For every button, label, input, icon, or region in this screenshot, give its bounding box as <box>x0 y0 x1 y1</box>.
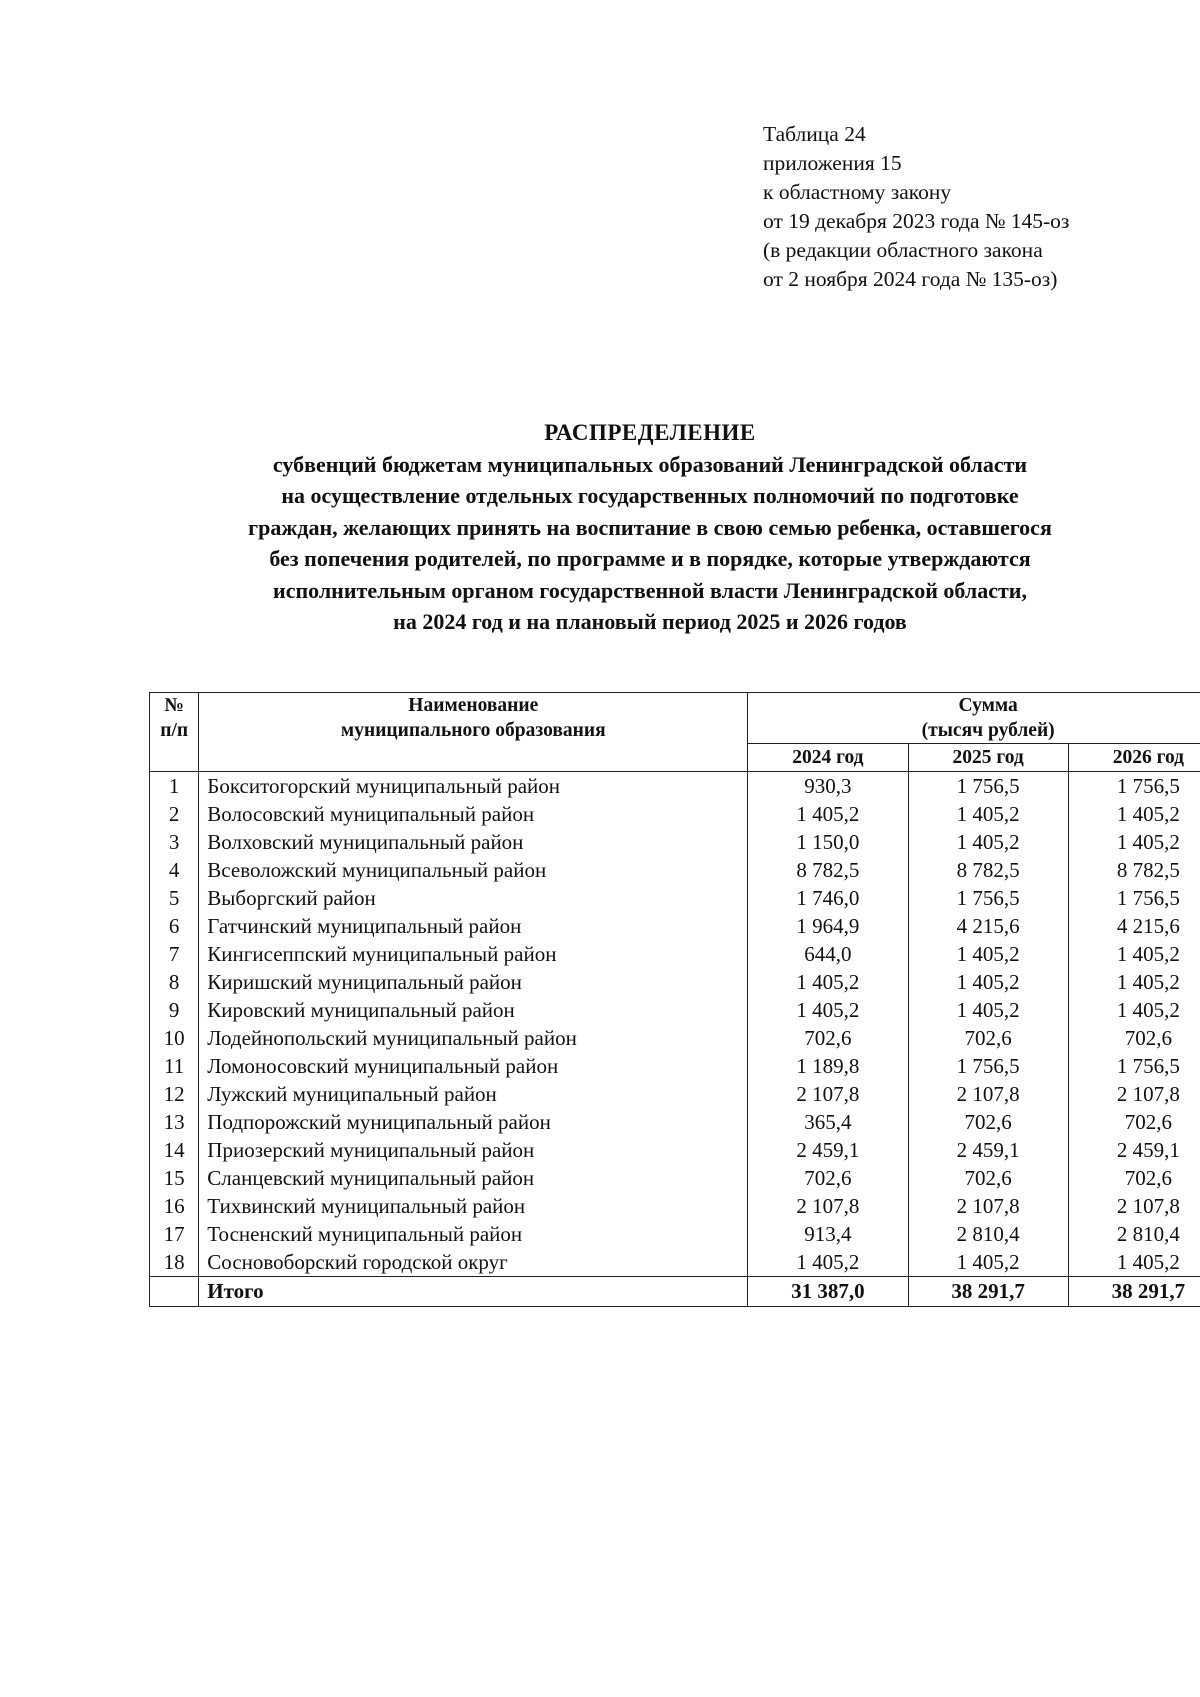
total-number-cell <box>150 1277 199 1307</box>
table-row <box>150 884 1200 912</box>
municipality-name: Лодейнопольский муниципальный район <box>199 1024 748 1052</box>
row-number: 3 <box>150 828 199 856</box>
annex-line: к областному закону <box>763 180 952 204</box>
amount-2025: 1 405,2 <box>908 1248 1068 1277</box>
title-line: без попечения родителей, по программе и в порядке, которые утверждаются <box>269 546 1031 571</box>
header-number-line: № <box>164 695 184 716</box>
municipality-name: Сланцевский муниципальный район <box>199 1164 748 1192</box>
total-label: Итого <box>199 1277 748 1307</box>
amount-2026: 702,6 <box>1068 1164 1200 1192</box>
header-year-2024: 2024 год <box>748 744 908 772</box>
annex-line: (в редакции областного закона <box>763 238 1043 262</box>
amount-2024: 702,6 <box>748 1164 908 1192</box>
amount-2025: 1 405,2 <box>908 828 1068 856</box>
table-row <box>150 856 1200 884</box>
row-number: 1 <box>150 772 199 801</box>
annex-line: от 2 ноября 2024 года № 135-оз) <box>763 267 1058 291</box>
amount-2024: 2 107,8 <box>748 1192 908 1220</box>
amount-2024: 930,3 <box>748 772 908 801</box>
municipality-name: Тосненский муниципальный район <box>199 1220 748 1248</box>
municipality-name: Приозерский муниципальный район <box>199 1136 748 1164</box>
row-number: 7 <box>150 940 199 968</box>
municipality-name: Подпорожский муниципальный район <box>199 1108 748 1136</box>
header-year-2025: 2025 год <box>908 744 1068 772</box>
table-row <box>150 1080 1200 1108</box>
amount-2026: 1 405,2 <box>1068 1248 1200 1277</box>
municipality-name: Лужский муниципальный район <box>199 1080 748 1108</box>
row-number: 2 <box>150 800 199 828</box>
row-number: 17 <box>150 1220 199 1248</box>
header-sum-line: Сумма <box>958 695 1018 716</box>
header-sum-line: (тысяч рублей) <box>921 720 1055 741</box>
amount-2026: 1 405,2 <box>1068 940 1200 968</box>
header-municipality-line: Наименование <box>408 695 539 716</box>
row-number: 11 <box>150 1052 199 1080</box>
amount-2025: 2 459,1 <box>908 1136 1068 1164</box>
distribution-table <box>149 692 1200 1307</box>
amount-2025: 702,6 <box>908 1024 1068 1052</box>
document-title <box>150 417 1150 638</box>
table-row <box>150 828 1200 856</box>
table-row <box>150 996 1200 1024</box>
amount-2026: 2 107,8 <box>1068 1192 1200 1220</box>
amount-2024: 1 405,2 <box>748 800 908 828</box>
table-body <box>150 772 1200 1307</box>
header-sum <box>748 693 1200 744</box>
header-municipality <box>199 693 748 772</box>
row-number: 6 <box>150 912 199 940</box>
row-number: 13 <box>150 1108 199 1136</box>
row-number: 9 <box>150 996 199 1024</box>
amount-2025: 702,6 <box>908 1164 1068 1192</box>
annex-line: от 19 декабря 2023 года № 145-оз <box>763 209 1070 233</box>
amount-2026: 702,6 <box>1068 1108 1200 1136</box>
municipality-name: Выборгский район <box>199 884 748 912</box>
amount-2025: 702,6 <box>908 1108 1068 1136</box>
amount-2026: 1 756,5 <box>1068 1052 1200 1080</box>
amount-2025: 1 405,2 <box>908 940 1068 968</box>
amount-2025: 1 756,5 <box>908 884 1068 912</box>
municipality-name: Всеволожский муниципальный район <box>199 856 748 884</box>
amount-2024: 1 405,2 <box>748 968 908 996</box>
amount-2024: 644,0 <box>748 940 908 968</box>
amount-2024: 1 405,2 <box>748 1248 908 1277</box>
row-number: 16 <box>150 1192 199 1220</box>
amount-2025: 1 405,2 <box>908 996 1068 1024</box>
table-row <box>150 1220 1200 1248</box>
amount-2024: 2 459,1 <box>748 1136 908 1164</box>
table-row <box>150 912 1200 940</box>
amount-2026: 2 810,4 <box>1068 1220 1200 1248</box>
municipality-name: Киришский муниципальный район <box>199 968 748 996</box>
amount-2026: 702,6 <box>1068 1024 1200 1052</box>
header-municipality-line: муниципального образования <box>340 720 606 741</box>
total-2026: 38 291,7 <box>1068 1277 1200 1307</box>
municipality-name: Бокситогорский муниципальный район <box>199 772 748 801</box>
row-number: 8 <box>150 968 199 996</box>
table-row <box>150 800 1200 828</box>
amount-2025: 2 810,4 <box>908 1220 1068 1248</box>
municipality-name: Гатчинский муниципальный район <box>199 912 748 940</box>
header-number <box>150 693 199 772</box>
row-number: 12 <box>150 1080 199 1108</box>
table-row <box>150 1024 1200 1052</box>
amount-2025: 1 756,5 <box>908 772 1068 801</box>
amount-2026: 1 756,5 <box>1068 772 1200 801</box>
amount-2025: 1 405,2 <box>908 968 1068 996</box>
header-number-line: п/п <box>160 720 189 741</box>
amount-2026: 1 405,2 <box>1068 968 1200 996</box>
table-row <box>150 968 1200 996</box>
municipality-name: Волховский муниципальный район <box>199 828 748 856</box>
amount-2025: 4 215,6 <box>908 912 1068 940</box>
row-number: 5 <box>150 884 199 912</box>
title-line: исполнительным органом государственной власти Ленинградской области, <box>273 577 1027 603</box>
annex-line: приложения 15 <box>763 151 902 175</box>
annex-reference <box>763 120 1069 294</box>
table-row <box>150 1192 1200 1220</box>
amount-2026: 1 405,2 <box>1068 996 1200 1024</box>
table-row <box>150 940 1200 968</box>
row-number: 15 <box>150 1164 199 1192</box>
title-line: субвенций бюджетам муниципальных образований Ленинградской области <box>272 451 1028 477</box>
amount-2024: 8 782,5 <box>748 856 908 884</box>
municipality-name: Ломоносовский муниципальный район <box>199 1052 748 1080</box>
amount-2026: 1 405,2 <box>1068 800 1200 828</box>
amount-2025: 1 405,2 <box>908 800 1068 828</box>
amount-2026: 1 756,5 <box>1068 884 1200 912</box>
amount-2024: 365,4 <box>748 1108 908 1136</box>
amount-2025: 2 107,8 <box>908 1192 1068 1220</box>
amount-2024: 1 150,0 <box>748 828 908 856</box>
amount-2026: 1 405,2 <box>1068 828 1200 856</box>
amount-2025: 8 782,5 <box>908 856 1068 884</box>
amount-2026: 8 782,5 <box>1068 856 1200 884</box>
title-line: на осуществление отдельных государственных полномочий по подготовке <box>281 483 1019 508</box>
amount-2024: 1 405,2 <box>748 996 908 1024</box>
amount-2024: 702,6 <box>748 1024 908 1052</box>
header-year-2026: 2026 год <box>1068 744 1200 772</box>
amount-2024: 1 746,0 <box>748 884 908 912</box>
row-number: 18 <box>150 1248 199 1277</box>
table-row <box>150 1136 1200 1164</box>
municipality-name: Тихвинский муниципальный район <box>199 1192 748 1220</box>
total-2024: 31 387,0 <box>748 1277 908 1307</box>
municipality-name: Кировский муниципальный район <box>199 996 748 1024</box>
annex-line: Таблица 24 <box>763 122 866 146</box>
total-2025: 38 291,7 <box>908 1277 1068 1307</box>
total-row <box>150 1277 1200 1307</box>
table-row <box>150 1248 1200 1277</box>
row-number: 4 <box>150 856 199 884</box>
table-row <box>150 1108 1200 1136</box>
table-row <box>150 1164 1200 1192</box>
amount-2026: 2 459,1 <box>1068 1136 1200 1164</box>
amount-2025: 1 756,5 <box>908 1052 1068 1080</box>
title-heading: РАСПРЕДЕЛЕНИЕ <box>544 420 756 445</box>
amount-2024: 1 964,9 <box>748 912 908 940</box>
amount-2024: 913,4 <box>748 1220 908 1248</box>
table-row <box>150 772 1200 801</box>
row-number: 14 <box>150 1136 199 1164</box>
amount-2024: 1 189,8 <box>748 1052 908 1080</box>
amount-2024: 2 107,8 <box>748 1080 908 1108</box>
municipality-name: Волосовский муниципальный район <box>199 800 748 828</box>
row-number: 10 <box>150 1024 199 1052</box>
amount-2026: 2 107,8 <box>1068 1080 1200 1108</box>
title-line: граждан, желающих принять на воспитание в свою семью ребенка, оставшегося <box>248 514 1052 540</box>
municipality-name: Кингисеппский муниципальный район <box>199 940 748 968</box>
municipality-name: Сосновоборский городской округ <box>199 1248 748 1277</box>
amount-2026: 4 215,6 <box>1068 912 1200 940</box>
amount-2025: 2 107,8 <box>908 1080 1068 1108</box>
title-line: на 2024 год и на плановый период 2025 и 2026 годов <box>393 609 907 634</box>
table-row <box>150 1052 1200 1080</box>
